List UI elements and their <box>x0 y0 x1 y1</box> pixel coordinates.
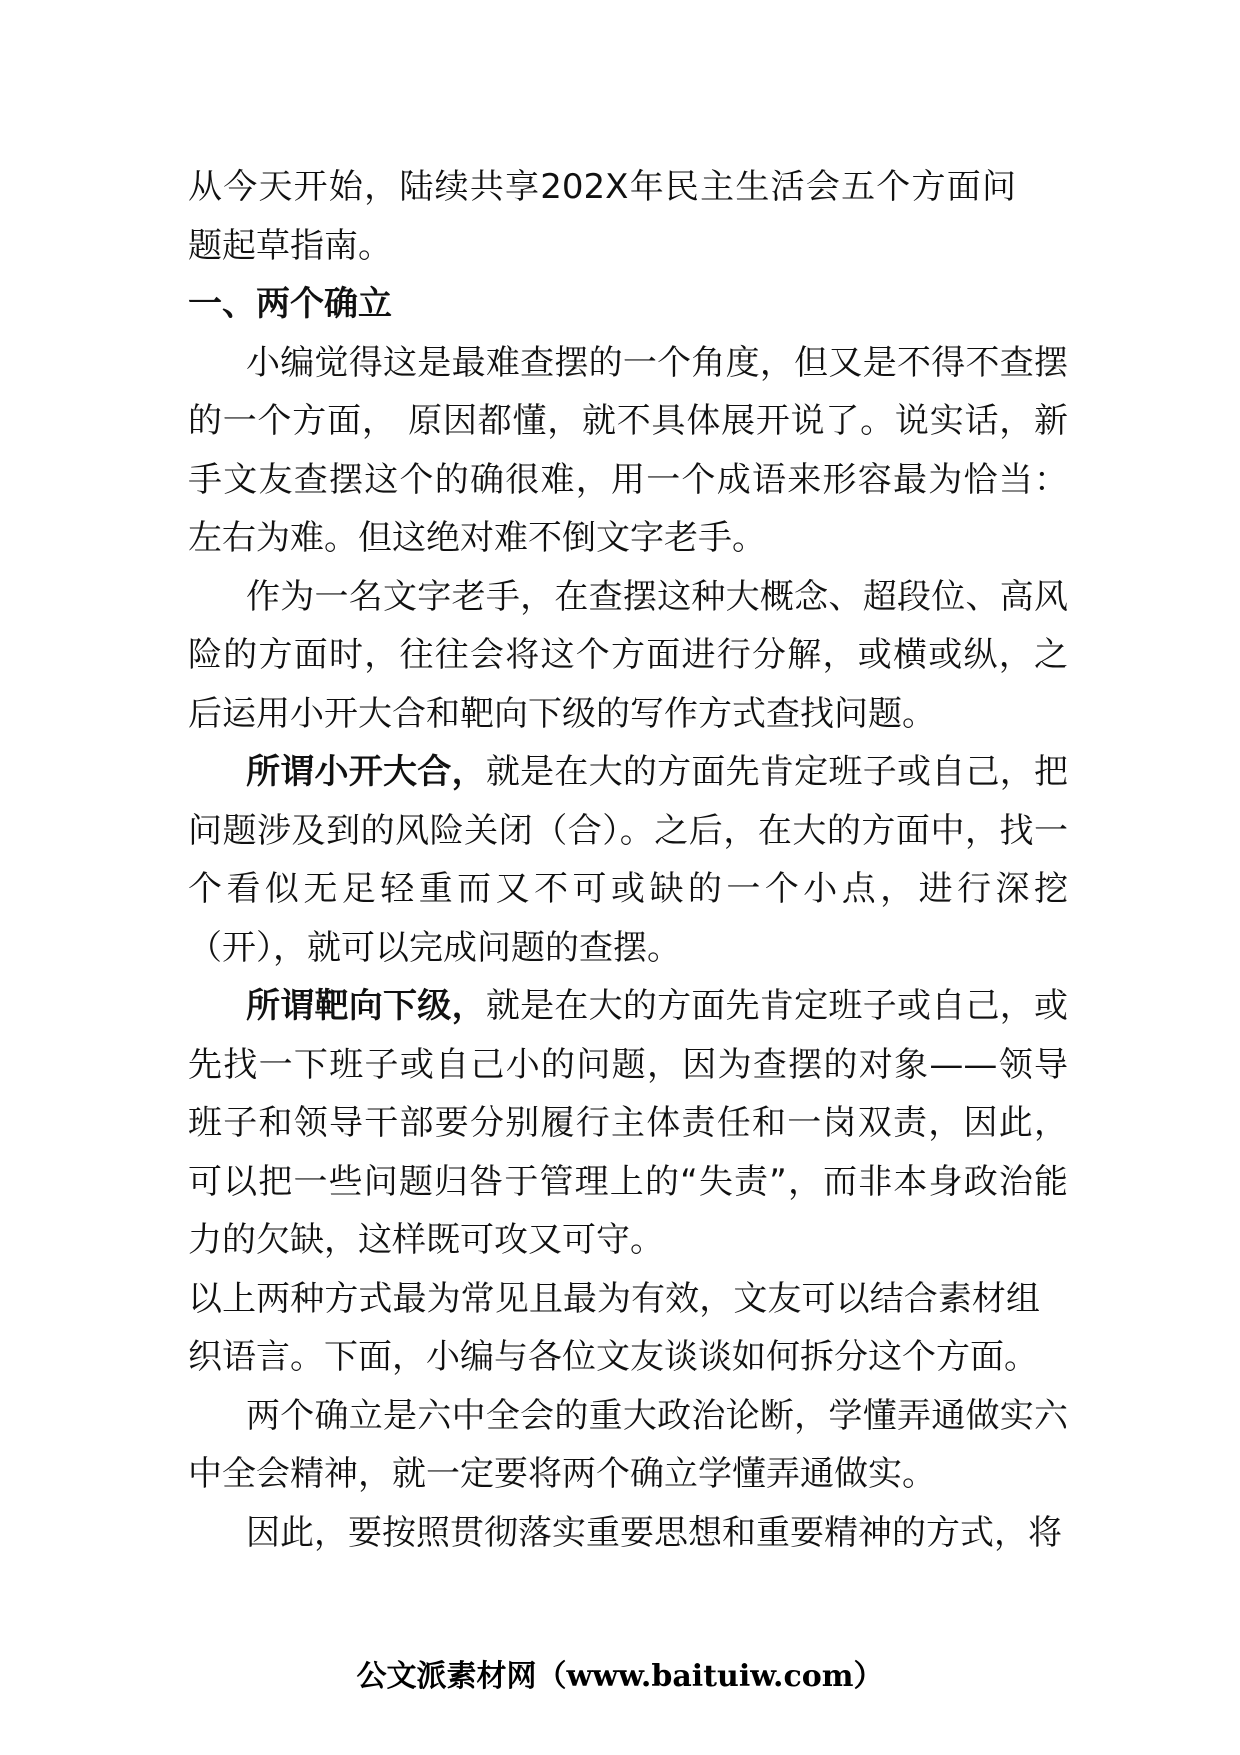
term-small-open-big-close: 所谓小开大合， <box>246 752 486 792</box>
term-explanation: 就是在大的方面先肯定班子或自己，把问题涉及到的风险关闭（合）。之后，在大的方面中，找一个看似无足轻重而又不可或缺的一个小点，进行深挖（开），就可以完成问题的查摆。 <box>188 752 1069 968</box>
page-footer: 公文派素材网（www.baituiw.com） <box>356 1659 884 1694</box>
term-explanation: 就是在大的方面先肯定班子或自己，或先找一下班子或自己小的问题，因为查摆的对象——领导班子和领导干部要分别履行主体责任和一岗双责，因此，可以把一些问题归咎于管理上的“失责”，而非本身政治能力的欠缺，这样既可攻又可守。 <box>188 986 1069 1260</box>
paragraph-therefore: 因此，要按照贯彻落实重要思想和重要精神的方式，将 <box>246 1512 1062 1553</box>
document-body <box>188 158 1068 1562</box>
paragraph-target-subordinate <box>188 977 1068 1270</box>
paragraph-summary: 以上两种方式最为常见且最为有效，文友可以结合素材组织语言。下面，小编与各位文友谈谈如何拆分这个方面。 <box>188 1278 1040 1377</box>
paragraph-small-open-big-close <box>188 743 1068 977</box>
paragraph-veteran-approach: 作为一名文字老手，在查摆这种大概念、超段位、高风险的方面时，往往会将这个方面进行分解，或横或纵，之后运用小开大合和靶向下级的写作方式查找问题。 <box>188 576 1068 734</box>
intro-paragraph: 从今天开始，陆续共享202X年民主生活会五个方面问题起草指南。 <box>188 167 1016 266</box>
term-target-subordinate: 所谓靶向下级， <box>246 986 486 1026</box>
section-heading: 一、两个确立 <box>188 284 392 324</box>
paragraph-plenary: 两个确立是六中全会的重大政治论断，学懂弄通做实六中全会精神，就一定要将两个确立学懂弄通做实。 <box>188 1395 1068 1494</box>
paragraph-difficulty: 小编觉得这是最难查摆的一个角度，但又是不得不查摆的一个方面， 原因都懂，就不具体展开说了。说实话，新手文友查摆这个的确很难，用一个成语来形容最为恰当：左右为难。但这绝对难不倒文字老手。 <box>188 342 1068 558</box>
